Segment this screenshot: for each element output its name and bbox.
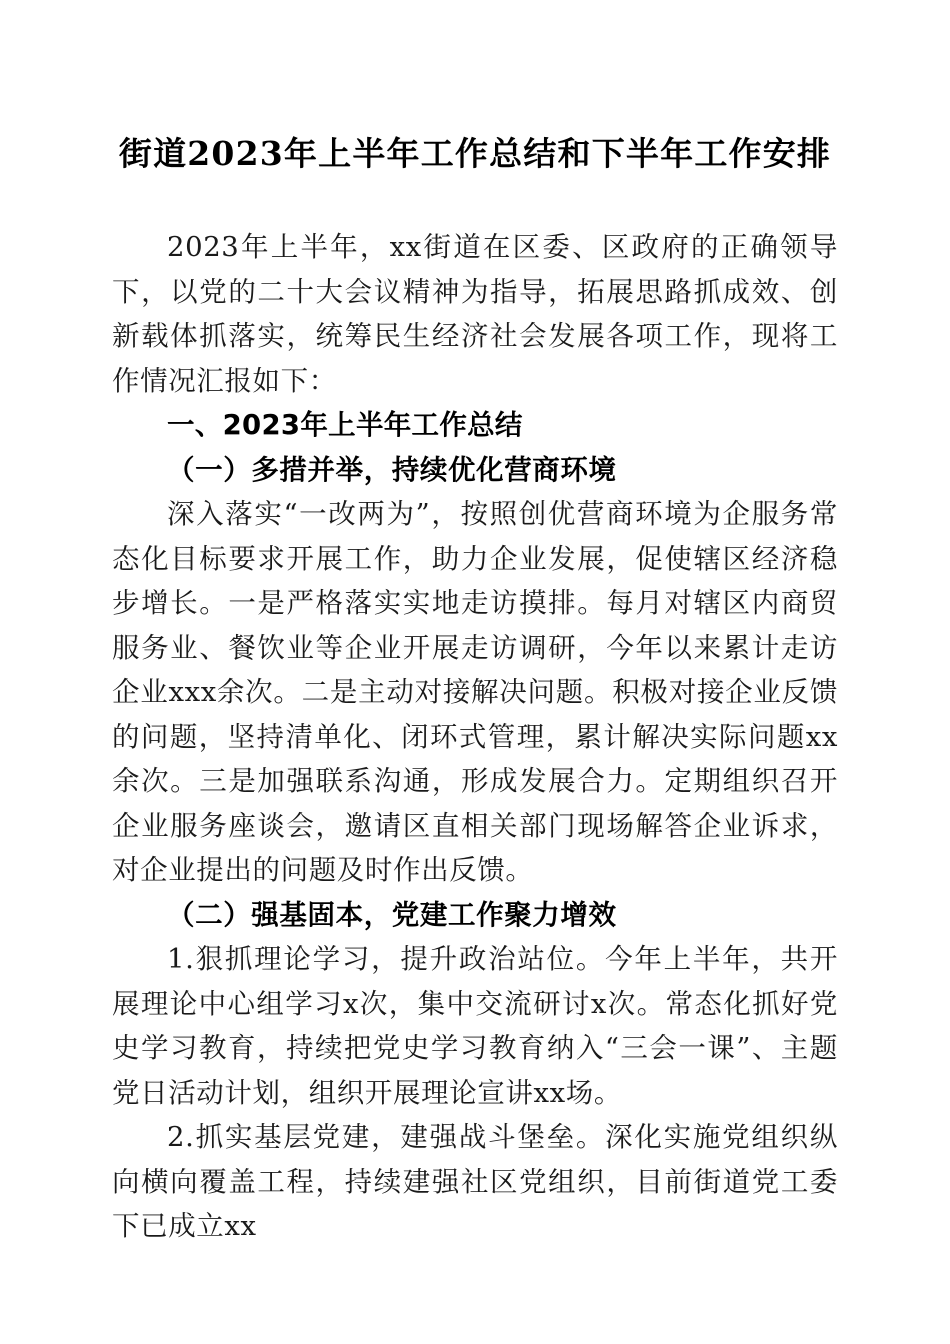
paragraph-one-two-item-1: 1.狠抓理论学习，提升政治站位。今年上半年，共开展理论中心组学习x次，集中交流研讨x次。常态化抓好党史学习教育，持续把党史学习教育纳入“三会一课”、主题党日活动计划，组织开展理论宣讲xx场。	[112, 943, 838, 1109]
document-text-column	[112, 0, 838, 1249]
page-title: 街道2023年上半年工作总结和下半年工作安排	[118, 134, 832, 173]
intro-paragraph: 2023年上半年，xx街道在区委、区政府的正确领导下，以党的二十大会议精神为指导，拓展思路抓成效、创新载体抓落实，统筹民生经济社会发展各项工作，现将工作情况汇报如下：	[112, 231, 838, 397]
subsection-heading-one-one: （一）多措并举，持续优化营商环境	[167, 453, 617, 486]
paragraph-one-two-item-2: 2.抓实基层党建，建强战斗堡垒。深化实施党组织纵向横向覆盖工程，持续建强社区党组织，目前街道党工委下已成立xx	[112, 1121, 838, 1242]
subsection-heading-one-two: （二）强基固本，党建工作聚力增效	[167, 898, 617, 931]
section-heading-one: 一、2023年上半年工作总结	[167, 409, 523, 441]
paragraph-one-one-body: 深入落实“一改两为”，按照创优营商环境为企服务常态化目标要求开展工作，助力企业发展，促使辖区经济稳步增长。一是严格落实实地走访摸排。每月对辖区内商贸服务业、餐饮业等企业开展走访调研，今年以来累计走访企业xxx余次。二是主动对接解决问题。积极对接企业反馈的问题，坚持清单化、闭环式管理，累计解决实际问题xx余次。三是加强联系沟通，形成发展合力。定期组织召开企业服务座谈会，邀请区直相关部门现场解答企业诉求，对企业提出的问题及时作出反馈。	[112, 498, 838, 886]
